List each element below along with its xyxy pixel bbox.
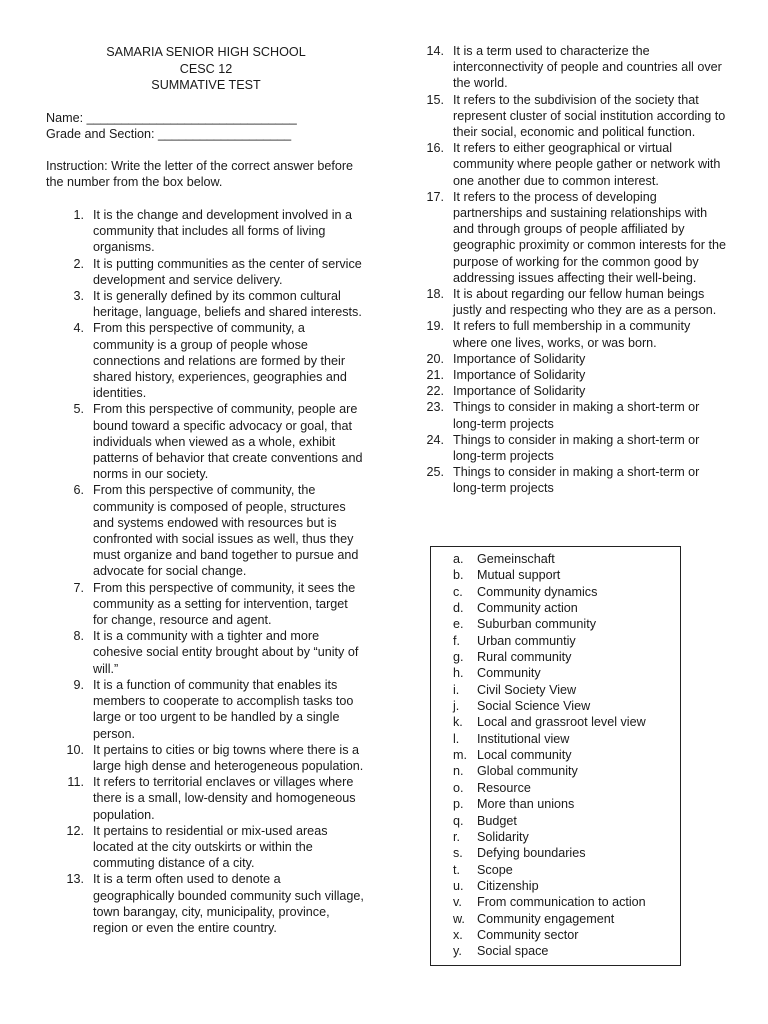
answer-text: Gemeinschaft: [477, 552, 555, 566]
question-list-left: [46, 207, 364, 936]
question-text: It is putting communities as the center of service development and service delivery.: [93, 256, 362, 287]
answer-letter: y.: [453, 944, 462, 959]
answer-choice: [431, 927, 680, 943]
answer-text: Citizenship: [477, 878, 539, 893]
question-item: [406, 464, 728, 496]
question-text: It pertains to residential or mix-used areas located at the city outskirts or within the commuting distance of a city.: [93, 823, 328, 871]
question-number: 7.: [73, 580, 84, 595]
answer-letter: n.: [453, 764, 464, 779]
answer-letter: u.: [453, 878, 464, 893]
answer-text: Budget: [477, 813, 517, 828]
answer-text: Community dynamics: [477, 584, 598, 599]
question-item: [406, 189, 728, 286]
question-text: From this perspective of community, the community is composed of people, structures and systems endowed with resources but is confronted with social issues as well, thus they must organize and band together to pursue and advocate for social change.: [93, 483, 359, 579]
answer-text: Local community: [477, 748, 572, 763]
question-item: [46, 628, 364, 677]
answer-choice: [431, 665, 680, 681]
question-text: Importance of Solidarity: [453, 384, 586, 399]
answer-letter: t.: [453, 862, 460, 877]
answer-text: Community action: [477, 601, 578, 616]
answer-text: Civil Society View: [477, 682, 577, 697]
answer-text: Defying boundaries: [477, 846, 586, 861]
question-text: From this perspective of community, it sees the community as a setting for intervention, target for change, resource and agent.: [93, 580, 356, 628]
question-number: 22.: [426, 384, 444, 399]
answer-choice: [431, 714, 680, 730]
answer-text: Community engagement: [477, 911, 615, 926]
question-number: 18.: [426, 287, 444, 302]
grade-section-field[interactable]: Grade and Section: ___________________: [46, 127, 292, 142]
question-number: 14.: [426, 44, 444, 58]
question-item: [406, 351, 728, 367]
question-item: [46, 288, 364, 320]
answer-choice: [431, 911, 680, 927]
question-text: It pertains to cities or big towns where there is a large high dense and heterogeneous population.: [93, 742, 364, 773]
answer-letter: m.: [453, 748, 467, 763]
question-item: [406, 92, 728, 141]
answer-choice: [431, 567, 680, 583]
answer-letter: p.: [453, 797, 464, 812]
answer-letter: x.: [453, 927, 463, 942]
question-number: 17.: [426, 189, 444, 204]
question-number: 12.: [66, 823, 84, 838]
question-text: It refers to territorial enclaves or villages where there is a small, low-density and homogeneous population.: [93, 775, 356, 822]
answer-text: Social Science View: [477, 699, 591, 714]
question-item: [406, 318, 728, 350]
question-number: 16.: [426, 141, 444, 156]
answer-choice: [431, 862, 680, 878]
answer-text: Global community: [477, 764, 578, 779]
question-item: [46, 580, 364, 629]
question-number: 15.: [426, 92, 444, 107]
answer-text: Suburban community: [477, 617, 597, 632]
answer-letter: c.: [453, 584, 463, 599]
answer-choice: [431, 829, 680, 845]
answer-choice: [431, 616, 680, 632]
question-number: 3.: [73, 289, 84, 304]
answer-letter: k.: [453, 715, 463, 730]
subject-code: CESC 12: [179, 61, 233, 76]
question-item: [406, 432, 728, 464]
question-text: Things to consider in making a short-term or long-term projects: [453, 465, 700, 496]
answer-list: [431, 551, 680, 960]
question-item: [406, 140, 728, 189]
question-number: 25.: [426, 465, 444, 480]
question-number: 24.: [426, 432, 444, 447]
question-number: 21.: [426, 368, 444, 383]
answer-choices-box: [430, 546, 681, 966]
answer-letter: o.: [453, 780, 464, 795]
answer-choice: [431, 845, 680, 861]
answer-choice: [431, 584, 680, 600]
answer-choice: [431, 633, 680, 649]
student-fields: [46, 110, 297, 143]
question-item: [46, 823, 364, 872]
question-text: From this perspective of community, people are bound toward a specific advocacy or goal, that individuals when viewed as a whole, exhibit patterns of behavior that create conventions and norms in our society.: [93, 402, 363, 482]
answer-text: Urban communtiy: [477, 633, 576, 648]
question-item: [46, 871, 364, 936]
question-text: It refers to either geographical or virtual community where people gather or network with one another due to common interest.: [453, 141, 721, 188]
answer-text: Local and grassroot level view: [477, 715, 646, 730]
answer-letter: e.: [453, 617, 464, 632]
answer-choice: [431, 551, 680, 567]
question-item: [46, 320, 364, 401]
answer-text: Mutual support: [477, 568, 561, 583]
question-number: 5.: [73, 402, 84, 417]
question-text: Importance of Solidarity: [453, 351, 586, 366]
answer-choice: [431, 780, 680, 796]
name-field[interactable]: Name: ______________________________: [46, 111, 297, 125]
question-number: 4.: [73, 321, 84, 336]
answer-choice: [431, 698, 680, 714]
question-item: [46, 742, 364, 774]
question-item: [406, 383, 728, 399]
question-number: 23.: [426, 400, 444, 415]
question-item: [46, 207, 364, 256]
question-item: [46, 482, 364, 579]
answer-letter: j.: [453, 699, 460, 714]
question-item: [46, 677, 364, 742]
answer-choice: [431, 813, 680, 829]
question-number: 10.: [66, 742, 84, 757]
question-item: [406, 399, 728, 431]
question-number: 6.: [73, 483, 84, 498]
answer-choice: [431, 649, 680, 665]
question-text: Importance of Solidarity: [453, 368, 586, 383]
answer-text: Rural community: [477, 650, 572, 665]
question-text: It is a term used to characterize the interconnectivity of people and countries all over the world.: [453, 44, 722, 91]
answer-letter: d.: [453, 601, 464, 616]
question-text: Things to consider in making a short-term or long-term projects: [453, 400, 700, 431]
answer-letter: q.: [453, 813, 464, 828]
question-number: 8.: [73, 629, 84, 644]
test-title: SUMMATIVE TEST: [151, 78, 261, 93]
question-item: [406, 43, 728, 92]
answer-choice: [431, 682, 680, 698]
question-item: [46, 401, 364, 482]
answer-letter: v.: [453, 895, 462, 910]
answer-letter: w.: [453, 911, 465, 926]
answer-letter: b.: [453, 568, 464, 583]
answer-choice: [431, 894, 680, 910]
question-text: It is about regarding our fellow human beings justly and respecting who they are as a person.: [453, 287, 717, 318]
answer-choice: [431, 731, 680, 747]
document-header: [46, 44, 366, 94]
question-text: From this perspective of community, a community is a group of people whose connections and relations are formed by their shared history, experiences, geographies and identities.: [93, 321, 347, 401]
question-number: 11.: [67, 775, 84, 790]
answer-choice: [431, 943, 680, 959]
question-number: 20.: [426, 351, 444, 366]
answer-letter: h.: [453, 666, 464, 681]
answer-text: Community: [477, 666, 541, 681]
answer-letter: f.: [453, 633, 460, 648]
answer-letter: i.: [453, 682, 460, 697]
question-number: 9.: [73, 677, 84, 692]
answer-text: More than unions: [477, 797, 575, 812]
question-text: It refers to the process of developing partnerships and sustaining relationships with and through groups of people affiliated by geographic proximity or common interests for the purpose of working for the common good by addressing issues affecting their well-being.: [453, 189, 726, 285]
question-number: 1.: [73, 208, 84, 222]
answer-text: Community sector: [477, 927, 579, 942]
question-text: It is generally defined by its common cultural heritage, language, beliefs and shared interests.: [93, 289, 362, 320]
answer-text: From communication to action: [477, 895, 646, 910]
question-item: [46, 774, 364, 823]
question-number: 2.: [73, 256, 84, 271]
question-text: It is a function of community that enables its members to cooperate to accomplish tasks too large or too urgent to be handled by a single person.: [93, 677, 354, 741]
answer-text: Institutional view: [477, 731, 570, 746]
answer-letter: a.: [453, 552, 464, 566]
answer-text: Scope: [477, 862, 513, 877]
answer-choice: [431, 600, 680, 616]
question-item: [406, 286, 728, 318]
answer-letter: l.: [453, 731, 460, 746]
question-text: Things to consider in making a short-term or long-term projects: [453, 432, 700, 464]
answer-choice: [431, 878, 680, 894]
question-text: It is a term often used to denote a geographically bounded community such village, town barangay, city, municipality, province, region or even the entire country.: [93, 872, 364, 935]
question-item: [406, 367, 728, 383]
instruction-text: Instruction: Write the letter of the correct answer before the number from the box below.: [46, 159, 354, 190]
question-number: 19.: [426, 319, 444, 334]
answer-letter: g.: [453, 650, 464, 665]
answer-text: Resource: [477, 780, 531, 795]
question-text: It is the change and development involved in a community that includes all forms of living organisms.: [93, 208, 353, 255]
answer-text: Social space: [477, 944, 549, 959]
school-name: SAMARIA SENIOR HIGH SCHOOL: [106, 45, 306, 59]
question-number: 13.: [66, 872, 84, 887]
answer-choice: [431, 763, 680, 779]
question-item: [46, 256, 364, 288]
answer-letter: s.: [453, 846, 463, 861]
answer-choice: [431, 796, 680, 812]
answer-choice: [431, 747, 680, 763]
answer-text: Solidarity: [477, 829, 529, 844]
question-text: It refers to the subdivision of the society that represent cluster of social institution according to their social, economic and political function.: [453, 92, 726, 140]
question-text: It refers to full membership in a community where one lives, works, or was born.: [453, 319, 691, 350]
answer-letter: r.: [453, 829, 460, 844]
question-list-right: [406, 43, 728, 497]
question-text: It is a community with a tighter and more cohesive social entity brought about by “unity of will.”: [93, 629, 359, 676]
